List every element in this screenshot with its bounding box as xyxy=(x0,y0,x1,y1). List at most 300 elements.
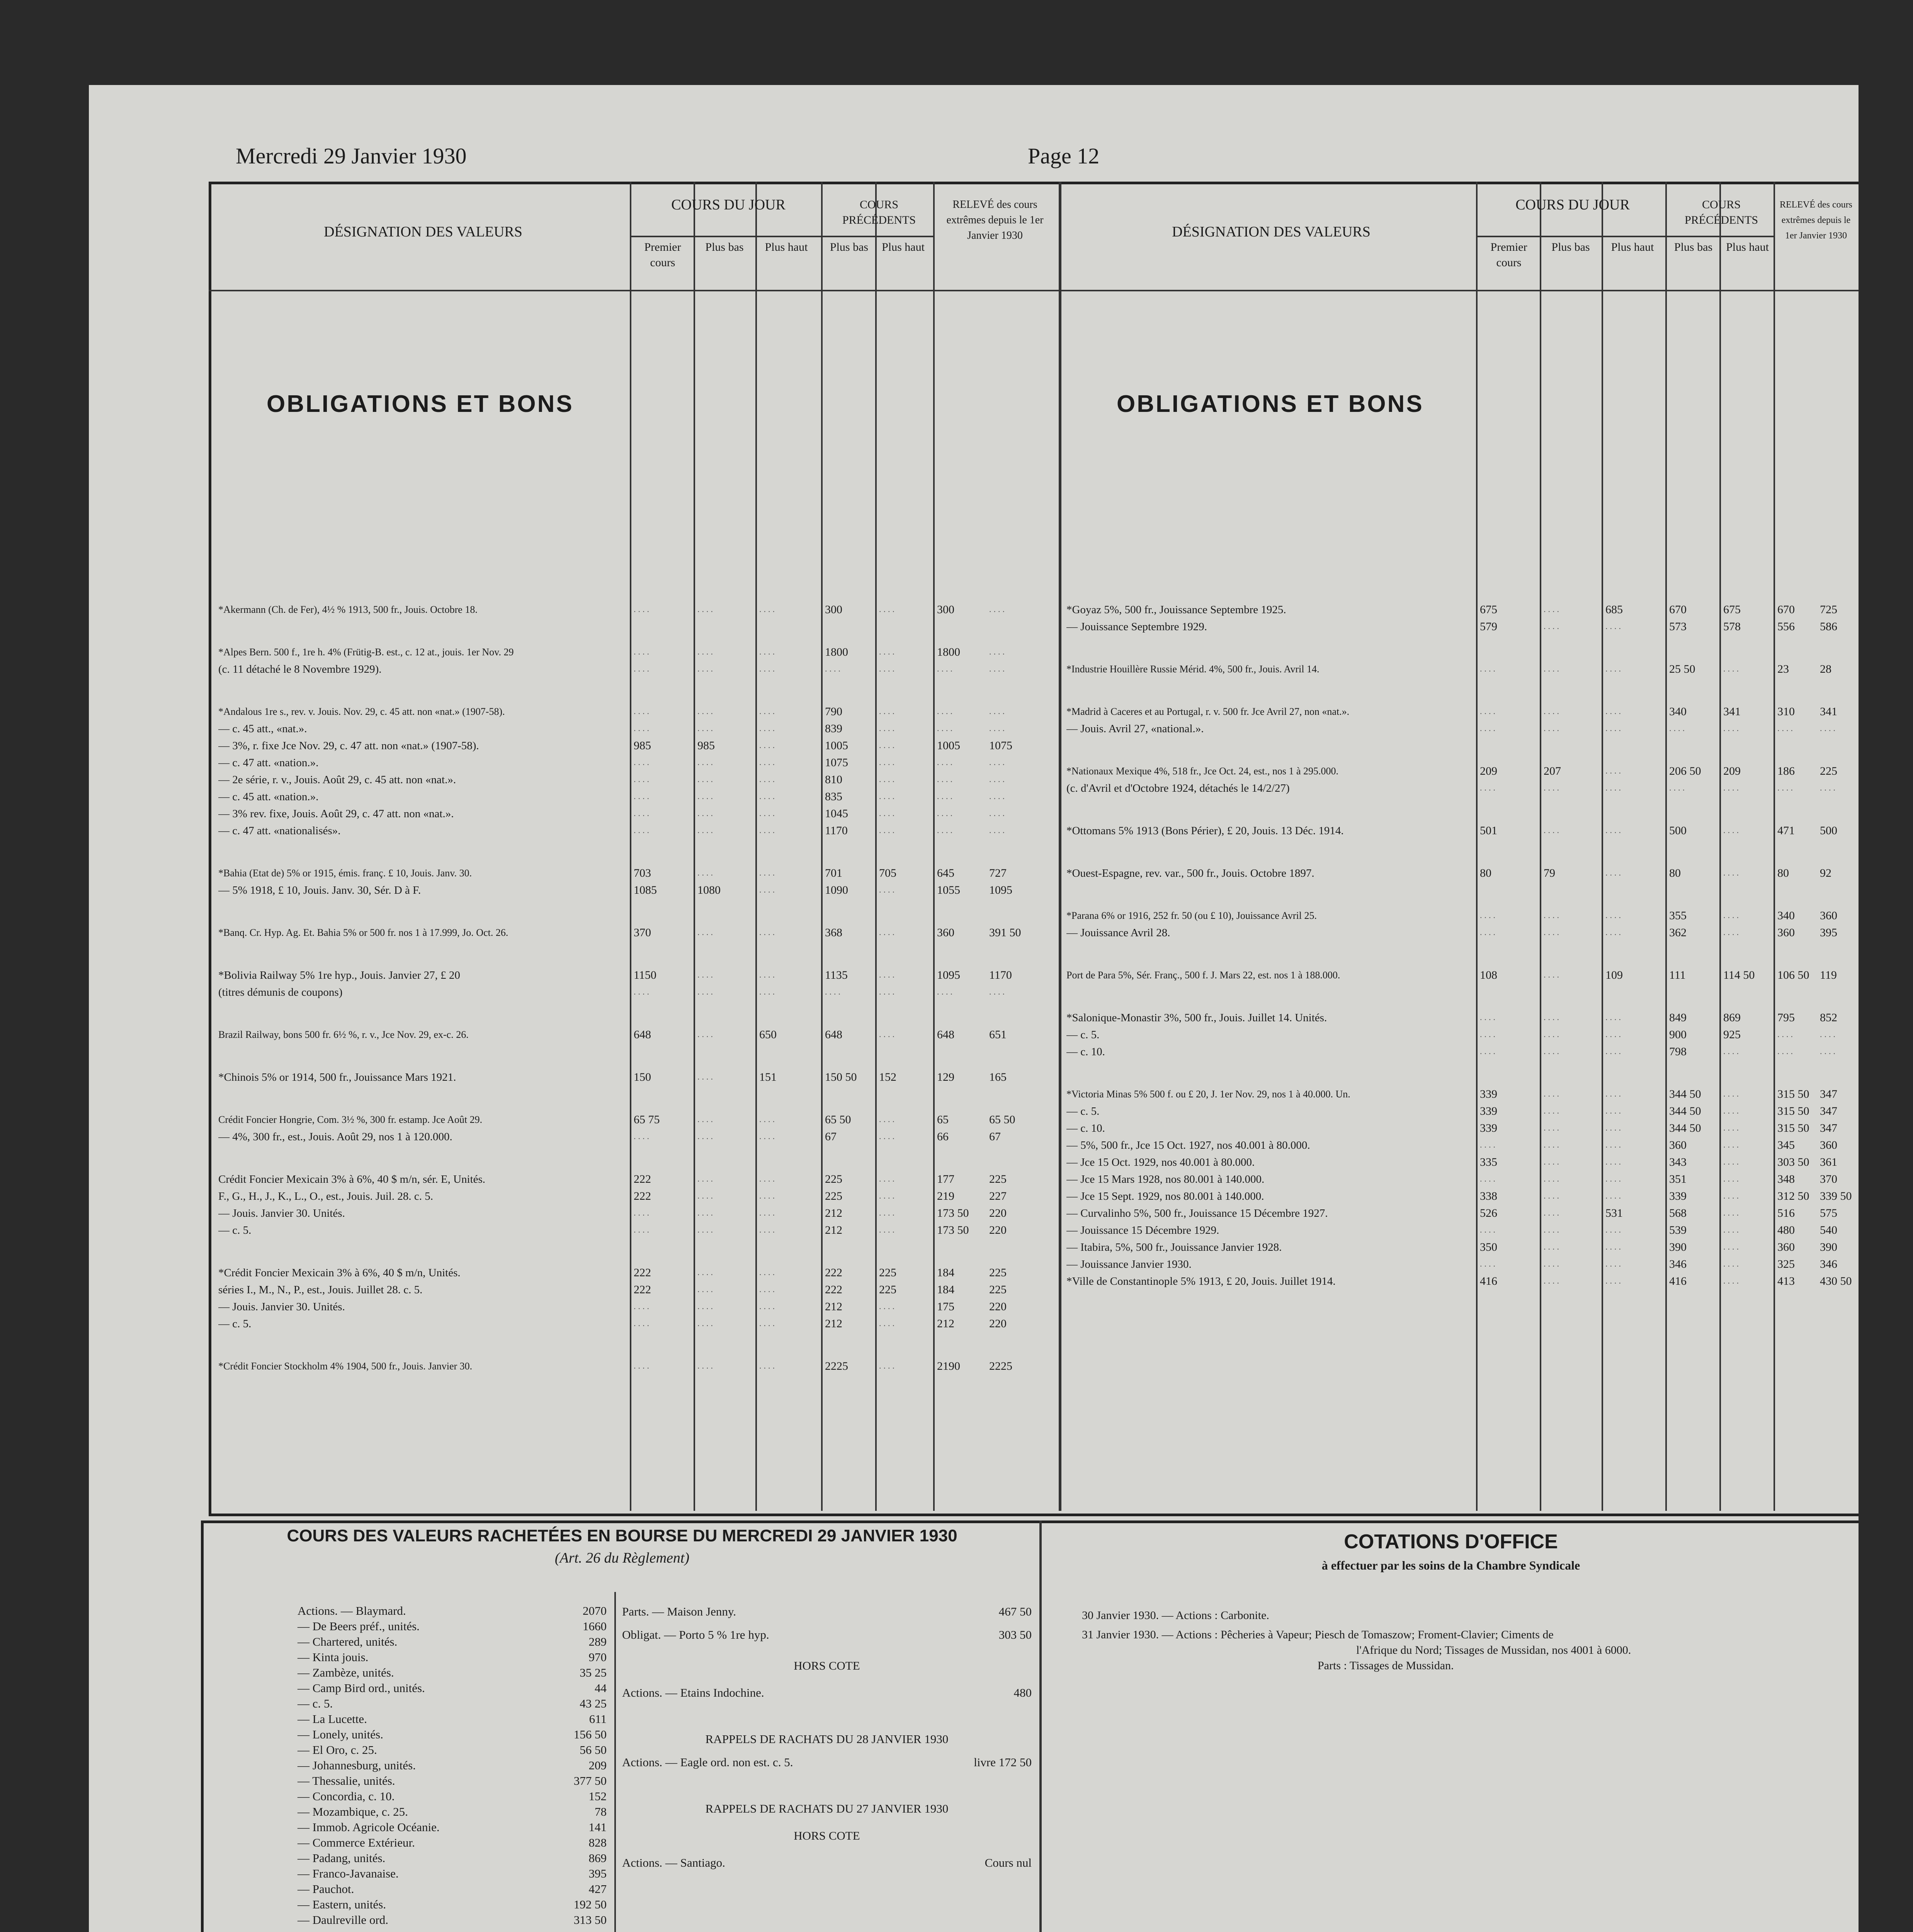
right-value: 209 xyxy=(1723,765,1741,777)
right-value: 416 xyxy=(1480,1275,1497,1287)
rachetee-value: 395 xyxy=(588,1867,607,1880)
left-value: 360 xyxy=(937,926,954,939)
left-empty-cell: .... xyxy=(989,706,1007,716)
right-value: 568 xyxy=(1669,1207,1687,1219)
right-empty-cell: .... xyxy=(1544,1259,1561,1269)
rachetee-value: 44 xyxy=(595,1681,607,1695)
right-cours-jour-head: COURS DU JOUR xyxy=(1515,197,1630,213)
right-value: 80 xyxy=(1777,867,1789,879)
left-name: — c. 5. xyxy=(218,1318,252,1330)
right-empty-cell: .... xyxy=(1544,825,1561,835)
right-col-rule xyxy=(1719,182,1721,1511)
right-empty-cell: .... xyxy=(1777,1046,1795,1056)
page-number: Page 12 xyxy=(1028,143,1100,168)
rachetee-value: 152 xyxy=(588,1789,607,1803)
left-value: 225 xyxy=(989,1266,1007,1279)
left-empty-cell: .... xyxy=(697,647,715,656)
right-value: 310 xyxy=(1777,705,1795,718)
left-empty-cell: .... xyxy=(989,791,1007,801)
rachetee-name: — Commerce Extérieur. xyxy=(298,1836,415,1849)
left-value: 645 xyxy=(937,867,954,879)
right-value: 573 xyxy=(1669,620,1687,633)
left-col-rule xyxy=(875,182,877,1511)
right-empty-cell: .... xyxy=(1480,723,1498,733)
left-empty-cell: .... xyxy=(759,987,777,997)
right-prec-bas-head: Plus bas xyxy=(1674,241,1713,253)
right-plusbas-head: Plus bas xyxy=(1551,241,1590,253)
right-empty-cell: .... xyxy=(1480,664,1498,673)
left-value: 648 xyxy=(634,1028,651,1041)
left-value: 701 xyxy=(825,867,842,879)
header-rule xyxy=(209,290,1859,291)
right-empty-cell: .... xyxy=(1723,1276,1741,1286)
left-empty-cell: .... xyxy=(634,757,651,767)
right-value: 480 xyxy=(1777,1224,1795,1236)
right-value: 346 xyxy=(1669,1258,1687,1270)
left-empty-cell: .... xyxy=(879,706,897,716)
left-premier-head: Premier cours xyxy=(644,241,681,269)
right-empty-cell: .... xyxy=(1723,1106,1741,1116)
left-empty-cell: .... xyxy=(759,1208,777,1218)
right-value: 339 50 xyxy=(1820,1190,1852,1202)
right-empty-cell: .... xyxy=(1723,868,1741,878)
left-name: — 4%, 300 fr., est., Jouis. Août 29, nos 1 à 120.000. xyxy=(218,1131,452,1143)
left-empty-cell: .... xyxy=(759,868,777,878)
left-empty-cell: .... xyxy=(759,885,777,895)
left-value: 212 xyxy=(825,1317,842,1330)
left-empty-cell: .... xyxy=(697,706,715,716)
right-name: — Jce 15 Sept. 1929, nos 80.001 à 140.000. xyxy=(1066,1190,1264,1202)
right-name: — Curvalinho 5%, 500 fr., Jouissance 15 Décembre 1927. xyxy=(1066,1207,1328,1219)
left-prec-subhead-rule xyxy=(821,236,933,237)
left-name: *Banq. Cr. Hyp. Ag. Et. Bahia 5% or 500 fr. nos 1 à 17.999, Jo. Oct. 26. xyxy=(218,927,508,938)
right-value: 303 50 xyxy=(1777,1156,1809,1168)
rachetee-value: 2070 xyxy=(583,1604,607,1617)
right-empty-cell: .... xyxy=(1605,1174,1623,1184)
right-value: 798 xyxy=(1669,1045,1687,1058)
rachetee-name: Actions. — Etains Indochine. xyxy=(622,1686,764,1699)
rachetee-name: — El Oro, c. 25. xyxy=(298,1743,377,1757)
rachetee-heading: HORS COTE xyxy=(794,1829,860,1842)
left-empty-cell: .... xyxy=(879,1174,897,1184)
left-empty-cell: .... xyxy=(937,664,955,673)
left-empty-cell: .... xyxy=(879,927,897,937)
right-value: 355 xyxy=(1669,909,1687,922)
right-col-rule xyxy=(1774,182,1775,1511)
left-value: 1095 xyxy=(989,884,1012,896)
right-value: 315 50 xyxy=(1777,1105,1809,1117)
left-empty-cell: .... xyxy=(879,664,897,673)
left-empty-cell: .... xyxy=(759,647,777,656)
right-name: — Jce 15 Oct. 1929, nos 40.001 à 80.000. xyxy=(1066,1156,1255,1168)
left-empty-cell: .... xyxy=(879,1225,897,1235)
right-empty-cell: .... xyxy=(1544,664,1561,673)
right-empty-cell: .... xyxy=(1605,927,1623,937)
right-name: — Jouis. Avril 27, «national.». xyxy=(1066,723,1204,735)
left-value: 1800 xyxy=(937,646,960,658)
left-empty-cell: .... xyxy=(989,664,1007,673)
right-empty-cell: .... xyxy=(1544,910,1561,920)
left-empty-cell: .... xyxy=(759,1114,777,1124)
right-value: 351 xyxy=(1669,1173,1687,1185)
left-value: 1045 xyxy=(825,807,848,820)
left-empty-cell: .... xyxy=(759,774,777,784)
left-value: 790 xyxy=(825,705,842,718)
rachetee-value: 427 xyxy=(588,1882,607,1896)
left-empty-cell: .... xyxy=(697,1072,715,1082)
left-value: 835 xyxy=(825,790,842,803)
left-plushaut-head: Plus haut xyxy=(765,241,808,253)
left-empty-cell: .... xyxy=(879,757,897,767)
right-value: 207 xyxy=(1544,765,1561,777)
rachetee-name: Parts. — Maison Jenny. xyxy=(622,1605,736,1618)
right-value: 344 50 xyxy=(1669,1122,1701,1134)
right-empty-cell: .... xyxy=(1605,1242,1623,1252)
right-value: 79 xyxy=(1544,867,1555,879)
left-value: 212 xyxy=(937,1317,954,1330)
left-designation-head: DÉSIGNATION DES VALEURS xyxy=(324,224,522,240)
right-empty-cell: .... xyxy=(1723,783,1741,793)
left-empty-cell: .... xyxy=(634,723,651,733)
right-value: 869 xyxy=(1723,1011,1741,1024)
left-empty-cell: .... xyxy=(759,825,777,835)
rachetee-value: 869 xyxy=(588,1851,607,1865)
right-empty-cell: .... xyxy=(1605,706,1623,716)
left-empty-cell: .... xyxy=(989,723,1007,733)
right-value: 360 xyxy=(1820,909,1837,922)
left-value: 222 xyxy=(825,1283,842,1296)
right-value: 516 xyxy=(1777,1207,1795,1219)
right-empty-cell: .... xyxy=(1605,723,1623,733)
right-empty-cell: .... xyxy=(1605,1191,1623,1201)
left-value: 220 xyxy=(989,1300,1007,1313)
right-empty-cell: .... xyxy=(1544,1029,1561,1039)
cotations-subtitle: à effectuer par les soins de la Chambre Syndicale xyxy=(1321,1558,1580,1572)
left-empty-cell: .... xyxy=(879,1029,897,1039)
left-empty-cell: .... xyxy=(759,808,777,818)
left-empty-cell: .... xyxy=(937,774,955,784)
left-cours-jour-head: COURS DU JOUR xyxy=(671,197,786,213)
left-name: *Crédit Foncier Stockholm 4% 1904, 500 fr., Jouis. Janvier 30. xyxy=(218,1361,473,1372)
left-empty-cell: .... xyxy=(879,1208,897,1218)
left-value: 1005 xyxy=(937,739,960,752)
right-empty-cell: .... xyxy=(1723,664,1741,673)
left-empty-cell: .... xyxy=(697,1301,715,1311)
cotations-title: COTATIONS D'OFFICE xyxy=(1344,1531,1558,1553)
left-empty-cell: .... xyxy=(697,1225,715,1235)
cotation-line: 31 Janvier 1930. — Actions : Pêcheries à Vapeur; Piesch de Tomaszow; Froment-Clavier; Ciments de xyxy=(1082,1628,1554,1641)
left-value: 173 50 xyxy=(937,1224,969,1236)
right-section-title: OBLIGATIONS ET BONS xyxy=(1117,391,1424,417)
right-value: 338 xyxy=(1480,1190,1497,1202)
right-col-rule xyxy=(1476,182,1478,1511)
right-value: 106 50 xyxy=(1777,969,1809,981)
right-empty-cell: .... xyxy=(1605,1259,1623,1269)
left-empty-cell: .... xyxy=(697,1131,715,1141)
left-name: — c. 45 att. «nation.». xyxy=(218,791,319,803)
left-name: — c. 47 att. «nation.». xyxy=(218,757,319,769)
left-empty-cell: .... xyxy=(879,1361,897,1371)
right-value: 500 xyxy=(1669,824,1687,837)
right-value: 675 xyxy=(1723,603,1741,616)
right-name: — Jouissance Avril 28. xyxy=(1066,927,1170,939)
left-name: Crédit Foncier Hongrie, Com. 3½ %, 300 fr. estamp. Jce Août 29. xyxy=(218,1114,483,1125)
left-value: 222 xyxy=(634,1283,651,1296)
right-empty-cell: .... xyxy=(1544,1276,1561,1286)
right-empty-cell: .... xyxy=(1544,1225,1561,1235)
left-value: 225 xyxy=(825,1190,842,1202)
left-value: 370 xyxy=(634,926,651,939)
left-empty-cell: .... xyxy=(697,1318,715,1328)
left-empty-cell: .... xyxy=(634,774,651,784)
page-date: Mercredi 29 Janvier 1930 xyxy=(236,143,467,168)
left-empty-cell: .... xyxy=(989,808,1007,818)
right-name: *Industrie Houillère Russie Mérid. 4%, 500 fr., Jouis. Avril 14. xyxy=(1066,663,1320,675)
left-empty-cell: .... xyxy=(697,664,715,673)
right-name: — c. 10. xyxy=(1066,1122,1105,1134)
left-value: 227 xyxy=(989,1190,1007,1202)
rachetee-name: Obligat. — Porto 5 % 1re hyp. xyxy=(622,1628,769,1641)
left-value: 151 xyxy=(759,1071,777,1083)
right-name: *Salonique-Monastir 3%, 500 fr., Jouis. Juillet 14. Unités. xyxy=(1066,1012,1327,1024)
right-empty-cell: .... xyxy=(1777,1029,1795,1039)
rachetee-name: — Padang, unités. xyxy=(298,1851,386,1865)
left-value: 1170 xyxy=(989,969,1012,981)
right-value: 80 xyxy=(1480,867,1491,879)
left-empty-cell: .... xyxy=(989,604,1007,614)
right-empty-cell: .... xyxy=(1605,1157,1623,1167)
right-empty-cell: .... xyxy=(1544,1191,1561,1201)
left-empty-cell: .... xyxy=(989,987,1007,997)
right-value: 80 xyxy=(1669,867,1681,879)
right-value: 346 xyxy=(1820,1258,1837,1270)
left-empty-cell: .... xyxy=(759,740,777,750)
right-col-rule xyxy=(1665,182,1667,1511)
right-name: *Parana 6% or 1916, 252 fr. 50 (ou £ 10), Jouissance Avril 25. xyxy=(1066,910,1317,921)
left-value: 839 xyxy=(825,722,842,735)
rachetee-name: — Immob. Agricole Océanie. xyxy=(298,1820,440,1834)
rachetee-name: — Zambèze, unités. xyxy=(298,1666,394,1679)
rachetee-name: Actions. — Santiago. xyxy=(622,1856,725,1869)
right-empty-cell: .... xyxy=(1480,910,1498,920)
rachetee-value: livre 172 50 xyxy=(974,1755,1032,1769)
left-value: 2225 xyxy=(825,1360,848,1372)
right-empty-cell: .... xyxy=(1544,1106,1561,1116)
left-empty-cell: .... xyxy=(989,757,1007,767)
left-value: 727 xyxy=(989,867,1007,879)
left-empty-cell: .... xyxy=(879,604,897,614)
rachetee-value: 156 50 xyxy=(573,1728,607,1741)
right-designation-head: DÉSIGNATION DES VALEURS xyxy=(1172,224,1371,240)
left-empty-cell: .... xyxy=(879,1131,897,1141)
right-empty-cell: .... xyxy=(1480,1259,1498,1269)
right-value: 339 xyxy=(1480,1088,1497,1100)
right-value: 390 xyxy=(1820,1241,1837,1253)
left-value: 300 xyxy=(937,603,954,616)
left-empty-cell: .... xyxy=(879,1114,897,1124)
left-value: 225 xyxy=(825,1173,842,1185)
right-col-rule xyxy=(1540,182,1541,1511)
left-col-rule xyxy=(933,182,935,1511)
left-name: — c. 45 att., «nat.». xyxy=(218,723,307,735)
left-empty-cell: .... xyxy=(634,1131,651,1141)
rachetee-name: — Concordia, c. 10. xyxy=(298,1789,395,1803)
right-empty-cell: .... xyxy=(1820,1046,1838,1056)
right-value: 675 xyxy=(1480,603,1497,616)
right-name: *Ottomans 5% 1913 (Bons Périer), £ 20, Jouis. 13 Déc. 1914. xyxy=(1066,825,1344,837)
left-value: 184 xyxy=(937,1266,954,1279)
right-value: 315 50 xyxy=(1777,1122,1809,1134)
left-empty-cell: .... xyxy=(825,987,843,997)
rachetee-name: — Chartered, unités. xyxy=(298,1635,398,1648)
right-prec-subhead-rule xyxy=(1665,236,1774,237)
left-empty-cell: .... xyxy=(937,723,955,733)
right-empty-cell: .... xyxy=(1669,783,1687,793)
right-value: 341 xyxy=(1723,705,1741,718)
right-empty-cell: .... xyxy=(1605,868,1623,878)
left-empty-cell: .... xyxy=(879,1318,897,1328)
left-name: séries I., M., N., P., est., Jouis. Juillet 28. c. 5. xyxy=(218,1284,423,1296)
left-col-rule xyxy=(821,182,823,1511)
left-empty-cell: .... xyxy=(879,1301,897,1311)
right-empty-cell: .... xyxy=(1723,910,1741,920)
left-value: 220 xyxy=(989,1224,1007,1236)
left-empty-cell: .... xyxy=(879,1191,897,1201)
left-empty-cell: .... xyxy=(697,1114,715,1124)
right-value: 362 xyxy=(1669,926,1687,939)
left-value: 368 xyxy=(825,926,842,939)
left-value: 650 xyxy=(759,1028,777,1041)
left-empty-cell: .... xyxy=(759,1174,777,1184)
right-value: 350 xyxy=(1480,1241,1497,1253)
right-value: 413 xyxy=(1777,1275,1795,1287)
right-name: Port de Para 5%, Sér. Franç., 500 f. J. Mars 22, est. nos 1 à 188.000. xyxy=(1066,969,1340,981)
left-value: 985 xyxy=(697,739,715,752)
left-name: *Crédit Foncier Mexicain 3% à 6%, 40 $ m/n, Unités. xyxy=(218,1267,461,1279)
right-col-rule xyxy=(1602,182,1603,1511)
right-value: 416 xyxy=(1669,1275,1687,1287)
right-value: 341 xyxy=(1820,705,1837,718)
right-empty-cell: .... xyxy=(1723,1259,1741,1269)
left-value: 1170 xyxy=(825,824,848,837)
left-empty-cell: .... xyxy=(989,647,1007,656)
rachetee-value: 828 xyxy=(588,1836,607,1849)
left-empty-cell: .... xyxy=(879,808,897,818)
right-name: — Jouissance Janvier 1930. xyxy=(1066,1258,1192,1270)
left-value: 391 50 xyxy=(989,926,1021,939)
left-empty-cell: .... xyxy=(634,1301,651,1311)
right-value: 685 xyxy=(1605,603,1623,616)
left-empty-cell: .... xyxy=(879,791,897,801)
left-empty-cell: .... xyxy=(634,825,651,835)
left-empty-cell: .... xyxy=(937,757,955,767)
left-name: — Jouis. Janvier 30. Unités. xyxy=(218,1301,345,1313)
rachetee-value: 78 xyxy=(595,1805,607,1818)
left-value: 184 xyxy=(937,1283,954,1296)
left-empty-cell: .... xyxy=(759,970,777,980)
right-empty-cell: .... xyxy=(1605,825,1623,835)
right-empty-cell: .... xyxy=(1544,723,1561,733)
left-name: — c. 5. xyxy=(218,1224,252,1236)
left-name: *Alpes Bern. 500 f., 1re h. 4% (Frütig-B. est., c. 12 at., jouis. 1er Nov. 29 xyxy=(218,646,514,658)
left-name: — 3% rev. fixe, Jouis. Août 29, c. 47 att. non «nat.». xyxy=(218,808,454,820)
left-value: 65 50 xyxy=(989,1113,1015,1126)
center-rule xyxy=(1059,182,1061,1511)
left-empty-cell: .... xyxy=(759,1284,777,1294)
rachetee-name: — La Lucette. xyxy=(298,1712,367,1726)
right-empty-cell: .... xyxy=(1723,1191,1741,1201)
left-name: (c. 11 détaché le 8 Novembre 1929). xyxy=(218,663,382,675)
right-value: 347 xyxy=(1820,1088,1837,1100)
right-value: 325 xyxy=(1777,1258,1795,1270)
right-empty-cell: .... xyxy=(1723,723,1741,733)
left-name: *Chinois 5% or 1914, 500 fr., Jouissance Mars 1921. xyxy=(218,1071,456,1083)
rachetee-value: 303 50 xyxy=(998,1628,1032,1641)
left-empty-cell: .... xyxy=(759,706,777,716)
right-empty-cell: .... xyxy=(1723,1242,1741,1252)
left-value: 300 xyxy=(825,603,842,616)
right-value: 360 xyxy=(1669,1139,1687,1151)
left-empty-cell: .... xyxy=(759,757,777,767)
left-empty-cell: .... xyxy=(697,1267,715,1277)
rachetee-name: — c. 5. xyxy=(298,1697,333,1710)
right-empty-cell: .... xyxy=(1544,1208,1561,1218)
right-empty-cell: .... xyxy=(1723,1046,1741,1056)
rachetee-name: — Johannesburg, unités. xyxy=(298,1759,416,1772)
rachetee-value: 209 xyxy=(588,1759,607,1772)
right-value: 206 50 xyxy=(1669,765,1701,777)
rachetee-value: 970 xyxy=(588,1650,607,1664)
cotation-line: 30 Janvier 1930. — Actions : Carbonite. xyxy=(1082,1609,1269,1622)
right-value: 575 xyxy=(1820,1207,1837,1219)
rachetee-value: 480 xyxy=(1013,1686,1032,1699)
left-value: 165 xyxy=(989,1071,1007,1083)
right-value: 370 xyxy=(1820,1173,1837,1185)
right-value: 109 xyxy=(1605,969,1623,981)
right-empty-cell: .... xyxy=(1480,927,1498,937)
right-empty-cell: .... xyxy=(1544,706,1561,716)
rachetee-name: Actions. — Eagle ord. non est. c. 5. xyxy=(622,1755,793,1769)
right-value: 25 50 xyxy=(1669,663,1695,675)
left-releve-head: RELEVÉ des cours extrêmes depuis le 1er Janvier 1930 xyxy=(946,199,1044,242)
right-value: 312 50 xyxy=(1777,1190,1809,1202)
left-value: 1150 xyxy=(634,969,656,981)
left-empty-cell: .... xyxy=(697,1029,715,1039)
left-empty-cell: .... xyxy=(634,987,651,997)
left-prec-head: COURS PRÉCÉDENTS xyxy=(842,198,916,226)
left-prec-bas-head: Plus bas xyxy=(830,241,869,253)
rachetee-name: — Camp Bird ord., unités. xyxy=(298,1681,425,1695)
right-value: 23 xyxy=(1777,663,1789,675)
left-value: 1135 xyxy=(825,969,848,981)
right-value: 539 xyxy=(1669,1224,1687,1236)
left-empty-cell: .... xyxy=(989,774,1007,784)
left-empty-cell: .... xyxy=(879,987,897,997)
left-name: Brazil Railway, bons 500 fr. 6½ %, r. v., Jce Nov. 29, ex-c. 26. xyxy=(218,1029,469,1040)
left-empty-cell: .... xyxy=(697,1361,715,1371)
right-subhead-rule xyxy=(1476,236,1665,237)
right-empty-cell: .... xyxy=(1820,783,1838,793)
right-empty-cell: .... xyxy=(1605,1276,1623,1286)
left-empty-cell: .... xyxy=(937,825,955,835)
obligations-table-frame xyxy=(209,182,1859,1516)
right-value: 339 xyxy=(1480,1105,1497,1117)
right-empty-cell: .... xyxy=(1777,783,1795,793)
left-value: 2225 xyxy=(989,1360,1012,1372)
rachetee-value: 192 50 xyxy=(573,1898,607,1911)
rachetee-name: — Eastern, unités. xyxy=(298,1898,386,1911)
rachetee-heading: HORS COTE xyxy=(794,1659,860,1672)
